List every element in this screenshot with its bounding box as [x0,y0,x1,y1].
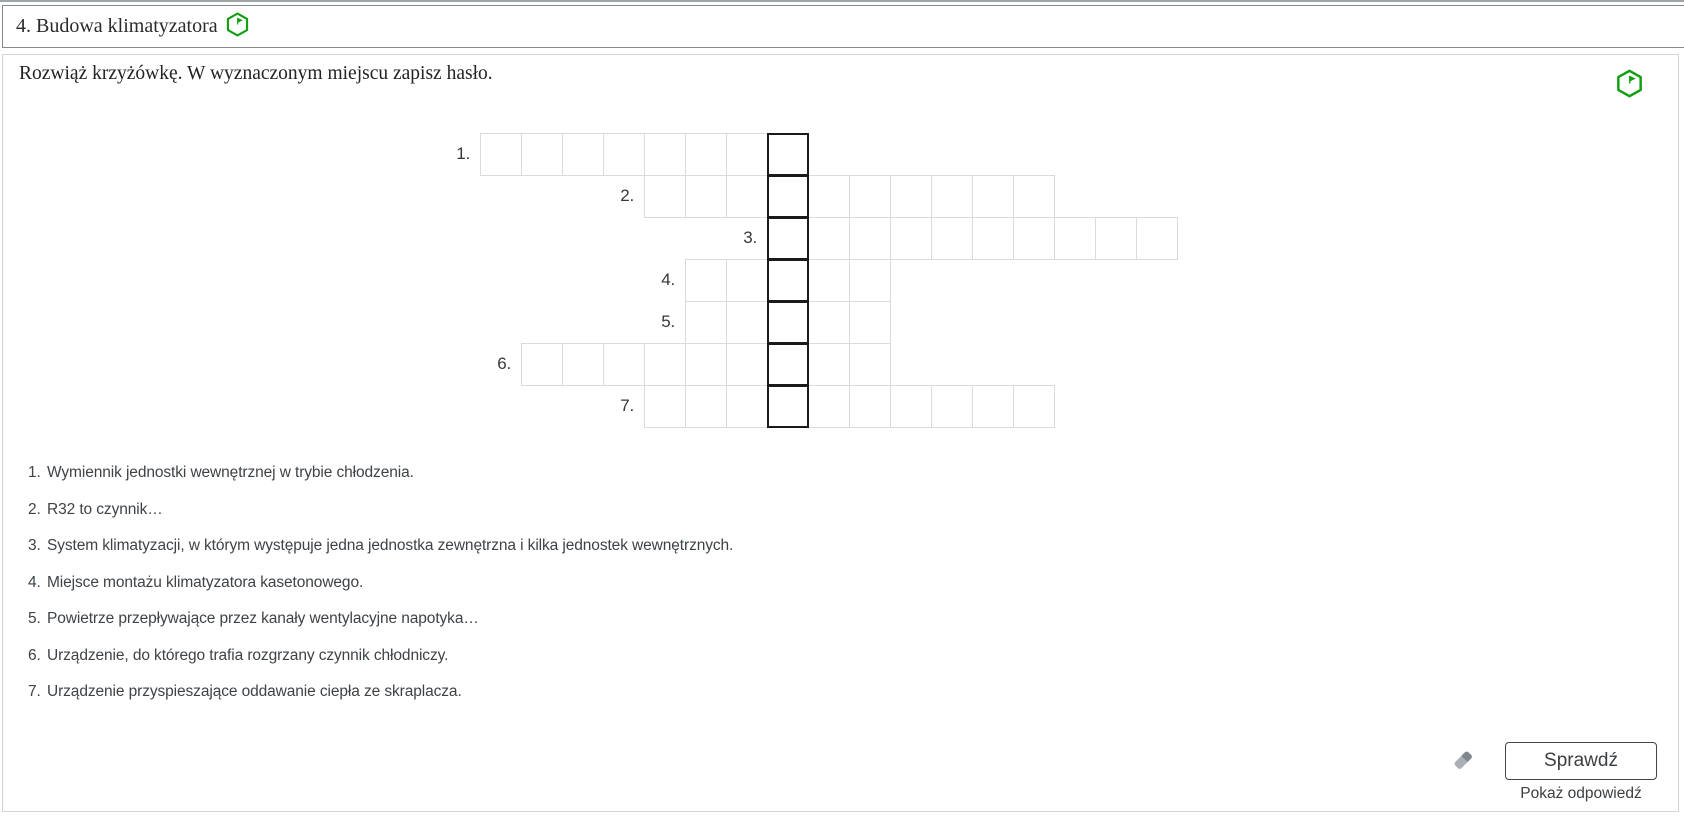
crossword-keyword-cell[interactable] [767,343,809,386]
crossword-cell[interactable] [849,259,891,302]
crossword-cell[interactable] [644,343,686,386]
crossword-cell[interactable] [1013,217,1055,260]
crossword-cell[interactable] [726,133,768,176]
crossword-cell[interactable] [890,217,932,260]
clue-text: Powietrze przepływające przez kanały wentylacyjne napotyka… [47,610,479,627]
crossword-keyword-cell[interactable] [767,385,809,428]
crossword-cell[interactable] [1013,175,1055,218]
clue-text: R32 to czynnik… [47,500,163,518]
crossword-cell[interactable] [480,133,522,176]
crossword-cell[interactable] [931,385,973,428]
clue-number: 7. [28,683,41,700]
crossword-cell[interactable] [849,343,891,386]
crossword-cell[interactable] [1013,385,1055,428]
top-divider [0,0,1684,2]
crossword-cell[interactable] [849,301,891,344]
crossword-cell[interactable] [726,343,768,386]
crossword-cell[interactable] [849,385,891,428]
crossword-cell[interactable] [726,385,768,428]
crossword-keyword-cell[interactable] [767,301,809,344]
crossword-keyword-cell[interactable] [767,217,809,260]
crossword-cell[interactable] [808,385,850,428]
hexagon-exercise-icon [1616,69,1643,103]
crossword-cell[interactable] [849,175,891,218]
crossword-keyword-cell[interactable] [767,259,809,302]
crossword-cell[interactable] [972,217,1014,260]
crossword-row-number: 1. [456,144,470,163]
clue-number: 3. [28,537,41,554]
crossword-cell[interactable] [931,175,973,218]
crossword-row-number: 6. [497,354,511,373]
crossword-row-number: 3. [743,228,757,247]
eraser-icon [1449,746,1477,774]
crossword-row-number: 4. [661,270,675,289]
exercise-header [2,5,1684,48]
clue-number: 1. [28,464,41,481]
crossword-row-number: 5. [661,312,675,331]
clue-text: Wymiennik jednostki wewnętrznej w trybie chłodzenia. [47,464,414,481]
crossword-cell[interactable] [603,133,645,176]
clue-item [28,572,733,594]
crossword-cell[interactable] [726,175,768,218]
crossword-cell[interactable] [890,175,932,218]
crossword-cell[interactable] [808,175,850,218]
clue-item [28,681,733,703]
crossword-cell[interactable] [849,217,891,260]
instruction-text: Rozwiąż krzyżówkę. W wyznaczonym miejscu zapisz hasło. [19,63,493,84]
page-title: 4. Budowa klimatyzatora [16,15,218,37]
clue-text: Miejsce montażu klimatyzatora kasetonowego. [47,573,364,591]
clue-number: 6. [28,646,41,664]
crossword-cell[interactable] [685,301,727,344]
clue-item [28,499,733,521]
crossword-cell[interactable] [685,175,727,218]
clue-number: 2. [28,500,41,518]
clue-item [28,462,733,484]
clue-item [28,608,733,630]
crossword-cell[interactable] [1054,217,1096,260]
crossword-cell[interactable] [562,133,604,176]
crossword-cell[interactable] [685,343,727,386]
crossword-cell[interactable] [644,175,686,218]
crossword-cell[interactable] [726,259,768,302]
hexagon-exercise-icon [226,12,249,42]
crossword-cell[interactable] [808,217,850,260]
crossword-cell[interactable] [1136,217,1178,260]
crossword-cell[interactable] [685,133,727,176]
crossword-cell[interactable] [890,385,932,428]
clue-item [28,645,733,667]
eraser-button[interactable] [1449,746,1477,774]
crossword-cell[interactable] [521,343,563,386]
crossword-row-number: 7. [620,396,634,415]
clue-text: Urządzenie, do którego trafia rozgrzany czynnik chłodniczy. [47,646,449,664]
crossword-cell[interactable] [931,217,973,260]
clue-number: 4. [28,573,41,591]
crossword-cell[interactable] [685,259,727,302]
crossword-cell[interactable] [644,133,686,176]
crossword-cell[interactable] [726,301,768,344]
crossword-cell[interactable] [808,301,850,344]
show-answer-link[interactable]: Pokaż odpowiedź [1520,785,1642,802]
check-button[interactable]: Sprawdź [1505,742,1657,780]
clue-list [28,462,733,718]
clue-text: System klimatyzacji, w którym występuje jedna jednostka zewnętrzna i kilka jednostek wewnętrznych. [47,537,734,554]
crossword-cell[interactable] [603,343,645,386]
crossword-cell[interactable] [562,343,604,386]
crossword-cell[interactable] [808,343,850,386]
crossword-cell[interactable] [808,259,850,302]
crossword-cell[interactable] [521,133,563,176]
crossword-cell[interactable] [972,385,1014,428]
crossword-cell[interactable] [972,175,1014,218]
crossword-cell[interactable] [685,385,727,428]
crossword-keyword-cell[interactable] [767,175,809,218]
crossword-row-number: 2. [620,186,634,205]
crossword-keyword-cell[interactable] [767,133,809,176]
clue-number: 5. [28,610,41,627]
clue-text: Urządzenie przyspieszające oddawanie ciepła ze skraplacza. [47,683,462,700]
clue-item [28,535,733,557]
crossword-cell[interactable] [1095,217,1137,260]
crossword-cell[interactable] [644,385,686,428]
